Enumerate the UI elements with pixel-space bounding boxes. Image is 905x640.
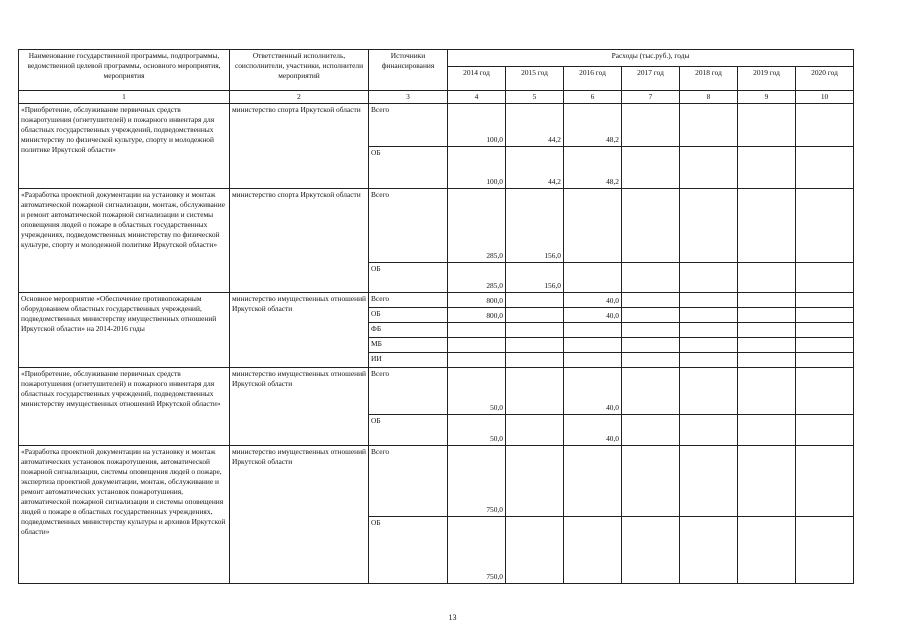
column-number: 2	[230, 91, 369, 104]
expense-value	[506, 293, 564, 308]
expense-value	[622, 338, 680, 353]
expense-value	[564, 263, 622, 293]
header-expenses: Расходы (тыс.руб.), годы	[448, 50, 854, 67]
expense-value: 40,0	[564, 415, 622, 446]
expense-value: 100,0	[448, 147, 506, 189]
table-row	[19, 368, 854, 415]
expense-value	[738, 147, 796, 189]
activity-name: «Приобретение, обслуживание первичных средств пожаротушения (огнетушителей) и пожарного инвентаря для областных государственных учреждений, подведомственных министерству имущественных отношений Иркутской области»	[19, 368, 230, 446]
funding-source: Всего	[369, 104, 448, 147]
expense-value	[622, 415, 680, 446]
expense-value	[796, 517, 854, 584]
expense-value	[796, 308, 854, 323]
expense-value: 750,0	[448, 446, 506, 517]
expense-value	[564, 338, 622, 353]
expense-value: 285,0	[448, 189, 506, 263]
expense-value	[506, 338, 564, 353]
expense-value	[680, 308, 738, 323]
expense-value	[622, 263, 680, 293]
expense-value	[796, 293, 854, 308]
expense-value	[738, 368, 796, 415]
expense-value	[622, 517, 680, 584]
expense-value	[680, 338, 738, 353]
expense-value	[796, 415, 854, 446]
expense-value	[796, 368, 854, 415]
activity-name: Основное мероприятие «Обеспечение противопожарным оборудованием областных государственных учреждений, подведомственных министерству имущественных отношений Иркутской области» на 2014-2016 годы	[19, 293, 230, 368]
expense-value	[680, 446, 738, 517]
funding-source: ИИ	[369, 353, 448, 368]
column-number: 5	[506, 91, 564, 104]
activity-name: «Разработка проектной документации на установку и монтаж автоматической пожарной сигнализации, монтаж, обслуживание и ремонт автоматической пожарной сигнализации и системы оповещения людей о пожаре в областных государственных учреждениях, подведомственных министерству по физической культуре, спорту и молодежной политике Иркутской области»	[19, 189, 230, 293]
expense-value: 800,0	[448, 293, 506, 308]
expense-value	[738, 353, 796, 368]
funding-source: ОБ	[369, 517, 448, 584]
column-number: 4	[448, 91, 506, 104]
expense-value	[506, 323, 564, 338]
expense-value: 40,0	[564, 368, 622, 415]
expense-value	[680, 368, 738, 415]
expense-value	[622, 104, 680, 147]
responsible-executor: министерство спорта Иркутской области	[230, 104, 369, 189]
expense-value	[506, 368, 564, 415]
table-row	[19, 446, 854, 517]
expense-value	[738, 446, 796, 517]
expense-value	[506, 308, 564, 323]
table-row	[19, 104, 854, 147]
expense-value: 40,0	[564, 293, 622, 308]
header-year: 2016 год	[564, 67, 622, 91]
expense-value	[738, 263, 796, 293]
expense-value	[506, 517, 564, 584]
expense-value: 48,2	[564, 147, 622, 189]
expense-value: 50,0	[448, 415, 506, 446]
expense-value: 156,0	[506, 263, 564, 293]
expense-value	[796, 263, 854, 293]
expense-value: 156,0	[506, 189, 564, 263]
expense-value: 40,0	[564, 308, 622, 323]
expense-value	[506, 446, 564, 517]
header-name: Наименование государственной программы, подпрограммы, ведомственной целевой программы, основного мероприятия, мероприятия	[19, 50, 230, 91]
expense-value	[680, 104, 738, 147]
column-number: 8	[680, 91, 738, 104]
expense-value	[448, 338, 506, 353]
expense-value	[738, 323, 796, 338]
expense-value	[622, 323, 680, 338]
expense-value	[796, 353, 854, 368]
expense-value	[738, 293, 796, 308]
expense-value	[738, 104, 796, 147]
header-year: 2017 год	[622, 67, 680, 91]
column-number: 9	[738, 91, 796, 104]
expense-value	[564, 189, 622, 263]
expense-value	[622, 293, 680, 308]
header-year: 2020 год	[796, 67, 854, 91]
expense-value	[448, 353, 506, 368]
expense-value	[448, 323, 506, 338]
expense-value: 44,2	[506, 104, 564, 147]
expense-value	[738, 308, 796, 323]
funding-source: ОБ	[369, 147, 448, 189]
header-year: 2019 год	[738, 67, 796, 91]
expense-value	[680, 263, 738, 293]
header-responsible: Ответственный исполнитель, соисполнители, участники, исполнители мероприятий	[230, 50, 369, 91]
expense-value	[622, 308, 680, 323]
expense-value	[680, 323, 738, 338]
expense-value: 100,0	[448, 104, 506, 147]
expense-value	[680, 293, 738, 308]
expense-value	[738, 189, 796, 263]
funding-source: ОБ	[369, 308, 448, 323]
expense-value	[680, 189, 738, 263]
expense-value	[564, 517, 622, 584]
table-row	[19, 293, 854, 308]
funding-source: Всего	[369, 446, 448, 517]
activity-name: «Разработка проектной документации на установку и монтаж автоматических установок пожаротушения, автоматической пожарной сигнализации, системы оповещения людей о пожаре, экспертиза проектной документации, монтаж, обслуживание и ремонт автоматических установок пожаротушения, автоматической пожарной сигнализации и системы оповещения людей о пожаре в областных государственных учреждениях, подведомственных министерству культуры и архивов Иркутской области»	[19, 446, 230, 584]
responsible-executor: министерство имущественных отношений Иркутской области	[230, 368, 369, 446]
expense-value: 285,0	[448, 263, 506, 293]
table-row	[19, 189, 854, 263]
expense-value	[622, 446, 680, 517]
column-number: 1	[19, 91, 230, 104]
expense-value	[738, 415, 796, 446]
expense-value	[796, 446, 854, 517]
expense-value	[622, 189, 680, 263]
funding-source: Всего	[369, 189, 448, 263]
responsible-executor: министерство спорта Иркутской области	[230, 189, 369, 293]
expense-value	[680, 415, 738, 446]
funding-source: МБ	[369, 338, 448, 353]
expense-value	[622, 368, 680, 415]
expense-value	[564, 323, 622, 338]
expense-value	[506, 415, 564, 446]
expense-value: 44,2	[506, 147, 564, 189]
column-number: 6	[564, 91, 622, 104]
header-year: 2018 год	[680, 67, 738, 91]
column-number: 7	[622, 91, 680, 104]
funding-source: Всего	[369, 368, 448, 415]
expense-value	[796, 323, 854, 338]
funding-source: ОБ	[369, 415, 448, 446]
column-number: 3	[369, 91, 448, 104]
funding-source: Всего	[369, 293, 448, 308]
activity-name: «Приобретение, обслуживание первичных средств пожаротушения (огнетушителей) и пожарного инвентаря для областных государственных учреждений, подведомственных министерству по физической культуре, спорту и молодежной политике Иркутской области»	[19, 104, 230, 189]
expense-value: 48,2	[564, 104, 622, 147]
expense-value	[796, 338, 854, 353]
expense-value	[796, 147, 854, 189]
budget-table	[18, 49, 854, 584]
expense-value	[622, 147, 680, 189]
header-sources: Источники финансирования	[369, 50, 448, 91]
funding-source: ФБ	[369, 323, 448, 338]
expense-value	[680, 147, 738, 189]
page-number: 13	[448, 613, 457, 622]
expense-value	[564, 353, 622, 368]
expense-value: 50,0	[448, 368, 506, 415]
responsible-executor: министерство имущественных отношений Иркутской области	[230, 293, 369, 368]
expense-value	[506, 353, 564, 368]
expense-value	[738, 338, 796, 353]
expense-value	[738, 517, 796, 584]
header-year: 2014 год	[448, 67, 506, 91]
expense-value: 750,0	[448, 517, 506, 584]
expense-value	[622, 353, 680, 368]
expense-value	[796, 189, 854, 263]
expense-value	[680, 517, 738, 584]
expense-value	[680, 353, 738, 368]
header-year: 2015 год	[506, 67, 564, 91]
funding-source: ОБ	[369, 263, 448, 293]
expense-value	[564, 446, 622, 517]
expense-value: 800,0	[448, 308, 506, 323]
responsible-executor: министерство имущественных отношений Иркутской области	[230, 446, 369, 584]
column-number: 10	[796, 91, 854, 104]
expense-value	[796, 104, 854, 147]
